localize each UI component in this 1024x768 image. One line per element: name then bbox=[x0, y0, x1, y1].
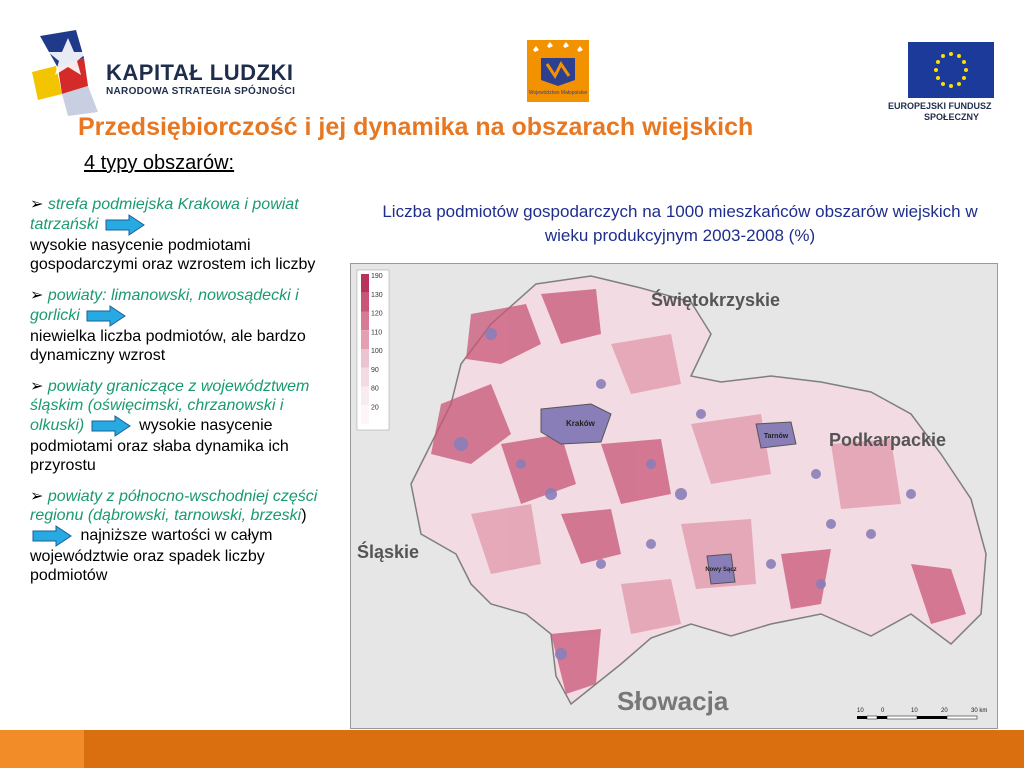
legend-swatch bbox=[361, 293, 369, 312]
legend-swatch bbox=[361, 349, 369, 368]
footer-bar-right bbox=[84, 730, 1024, 768]
scale-label-5: 30 km bbox=[971, 708, 988, 714]
bullet-marker-icon: ➢ bbox=[30, 287, 44, 304]
bullet-description: wysokie nasycenie podmiotami gospodarczymi oraz wzrostem ich liczby bbox=[30, 237, 316, 273]
neighbor-label-west: Śląskie bbox=[357, 542, 420, 562]
neighbor-label-north: Świętokrzyskie bbox=[651, 290, 781, 310]
city-label-nowy-sacz: Nowy Sącz bbox=[705, 567, 737, 573]
legend-label: 100 bbox=[371, 348, 383, 355]
legend-swatch bbox=[361, 405, 369, 424]
bullet-lead: powiaty: limanowski, nowosądecki i gorlicki bbox=[30, 287, 299, 325]
eu-flag-icon bbox=[908, 42, 994, 98]
scale-label-4: 20 bbox=[941, 708, 948, 714]
scale-label-1: 10 bbox=[857, 708, 864, 714]
legend-label: 20 bbox=[371, 404, 379, 412]
right-arrow-icon bbox=[86, 305, 126, 327]
scale-label-2: 0 bbox=[881, 708, 885, 714]
eu-flag bbox=[908, 42, 994, 98]
legend-swatch bbox=[361, 312, 369, 331]
map-caption: Liczba podmiotów gospodarczych na 1000 mieszkańców obszarów wiejskich w wieku produkcyjnym 2003-2008 (%) bbox=[382, 202, 978, 245]
legend-label: 80 bbox=[371, 385, 379, 393]
bullet-marker-icon: ➢ bbox=[30, 196, 44, 213]
malopolska-emblem-icon bbox=[527, 40, 589, 102]
legend-label: 130 bbox=[371, 291, 383, 299]
eu-fund-line1: EUROPEJSKI FUNDUSZ bbox=[888, 101, 992, 111]
footer-bar-left bbox=[0, 730, 84, 768]
neighbor-label-east: Podkarpackie bbox=[829, 430, 947, 450]
right-arrow-icon bbox=[91, 415, 131, 437]
right-arrow-icon bbox=[105, 214, 145, 236]
bullet-marker-icon: ➢ bbox=[30, 488, 44, 505]
legend-swatch bbox=[361, 274, 369, 293]
bullet-description: najniższe wartości w całym województwie oraz spadek liczby podmiotów bbox=[30, 527, 273, 584]
logo-title: KAPITAŁ LUDZKI bbox=[106, 60, 294, 85]
scale-label-3: 10 bbox=[911, 708, 918, 714]
right-arrow-icon bbox=[32, 525, 72, 547]
bullet-item-3 bbox=[30, 377, 335, 475]
bullet-description: niewielka liczba podmiotów, ale bardzo dynamiczny wzrost bbox=[30, 328, 306, 364]
bullet-lead: powiaty graniczące z województwem śląskim (oświęcimski, chrzanowski i olkuski) bbox=[30, 378, 310, 435]
bullet-item-4 bbox=[30, 487, 335, 585]
choropleth-map bbox=[350, 263, 998, 729]
bullet-list bbox=[30, 195, 335, 597]
legend-label: 120 bbox=[371, 310, 383, 318]
map-legend bbox=[357, 270, 389, 430]
city-label-krakow: Kraków bbox=[566, 419, 595, 428]
bullet-lead-tail: ) bbox=[301, 507, 307, 524]
legend-label: 90 bbox=[371, 366, 379, 374]
bullet-lead: strefa podmiejska Krakowa i powiat tatrzański bbox=[30, 196, 299, 234]
kapital-ludzki-emblem-icon bbox=[28, 28, 108, 118]
neighbor-label-south: Słowacja bbox=[617, 686, 729, 716]
bullet-item-1 bbox=[30, 195, 335, 274]
bullet-item-2 bbox=[30, 286, 335, 365]
legend-swatch bbox=[361, 387, 369, 406]
city-label-tarnow: Tarnów bbox=[763, 433, 789, 440]
legend-label: 110 bbox=[371, 329, 383, 337]
legend-swatch bbox=[361, 330, 369, 349]
bullet-marker-icon: ➢ bbox=[30, 378, 44, 395]
map-canvas bbox=[351, 264, 997, 728]
legend-swatch bbox=[361, 368, 369, 387]
eu-fund-line2: SPOŁECZNY bbox=[924, 112, 980, 122]
bullet-lead: powiaty z północno-wschodniej części regionu (dąbrowski, tarnowski, brzeski bbox=[30, 488, 318, 524]
logo-subtitle: NARODOWA STRATEGIA SPÓJNOŚCI bbox=[106, 86, 296, 97]
bullet-description: wysokie nasycenie podmiotami oraz słaba dynamika ich przyrostu bbox=[30, 417, 289, 474]
page-title: Przedsiębiorczość i jej dynamika na obszarach wiejskich bbox=[78, 113, 754, 141]
subtitle: 4 typy obszarów: bbox=[84, 152, 235, 174]
legend-label: 190 bbox=[371, 273, 383, 280]
malopolska-logo bbox=[527, 40, 589, 102]
region-logo-text: Województwo Małopolskie bbox=[528, 90, 588, 96]
